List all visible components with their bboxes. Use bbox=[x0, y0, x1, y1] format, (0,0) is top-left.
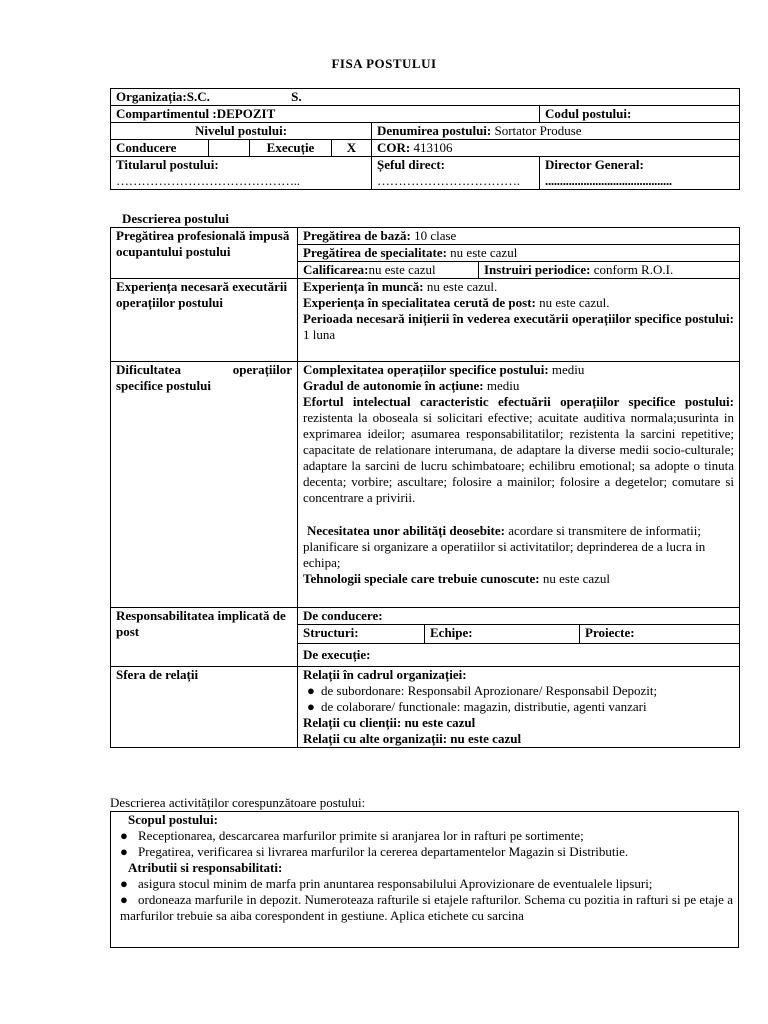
de-executie: De execuție: bbox=[298, 644, 740, 667]
relatii-cadru: Relații în cadrul organizației: bbox=[303, 667, 467, 682]
calificare-cell bbox=[298, 262, 479, 279]
post-code-cell: Codul postului: bbox=[540, 106, 740, 123]
complex-label: Complexitatea operațiilor specifice postului: bbox=[303, 362, 549, 377]
director-label: Director General: bbox=[545, 157, 644, 172]
post-name-label: Denumirea postului: bbox=[377, 123, 492, 138]
perioada-value: 1 luna bbox=[303, 327, 336, 342]
executie-mark: X bbox=[332, 140, 372, 157]
echipe: Echipe: bbox=[425, 625, 580, 644]
experienta-label: Experiența necesară executării operațiilor postului bbox=[111, 279, 298, 362]
autonomie-label: Gradul de autonomie în acțiune: bbox=[303, 378, 484, 393]
titular-cell bbox=[111, 157, 372, 190]
autonomie-value: mediu bbox=[486, 378, 520, 393]
calif-label: Calificarea: bbox=[303, 262, 369, 277]
atrib-item-2: ● ordoneaza marfurile in depozit. Numeroteaza rafturile si etajele rafturilor. Schema cu pozitia in rafturi si pe etaje a marfurilor trebuie sa aiba corespondent in gestiune. Aplica etichete cu sarcina bbox=[120, 892, 733, 923]
org-label: Organizația: bbox=[116, 89, 187, 104]
efort-value: rezistenta la oboseala si solicitari efective; acuitate auditiva normala;usurinta in exprimarea ideilor; asumarea responsabilitatilor; rezistenta la sarcini repetitive; capacitate de relationare interumana, de adaptare la diverse medii socio-culturale; adaptare la sarcini de lucru schimbatoare; echilibru emotional; sa adopte o tinuta decenta; vorbire; ascultare; folosire a mainilor; folosire a degetelor; comutare si concentrare a privirii. bbox=[303, 410, 734, 505]
titular-label: Titularul postului: bbox=[116, 157, 219, 172]
dificultate-label: Dificultatea operațiilor specifice postului bbox=[111, 362, 298, 608]
org-value: S.C. bbox=[186, 89, 210, 104]
director-cell bbox=[540, 157, 740, 190]
baza-label: Pregătirea de bază: bbox=[303, 228, 411, 243]
proiecte: Proiecte: bbox=[580, 625, 740, 644]
de-conducere: De conducere: bbox=[298, 608, 740, 625]
post-name-value: Sortator Produse bbox=[494, 123, 582, 138]
director-dots: ........................................... bbox=[545, 173, 672, 188]
cor-label: COR: bbox=[377, 140, 411, 155]
org-s: S. bbox=[291, 89, 302, 104]
cor-value: 413106 bbox=[413, 140, 453, 155]
post-name-cell bbox=[372, 123, 740, 140]
baza-value: 10 clase bbox=[414, 228, 457, 243]
atrib-label: Atributii si responsabilitati: bbox=[128, 860, 283, 875]
complex-value: mediu bbox=[551, 362, 585, 377]
activities-cell bbox=[111, 812, 739, 948]
structuri: Structuri: bbox=[298, 625, 425, 644]
efort-label: Efortul intelectual caracteristic efectuării operațiilor specifice postului: bbox=[303, 394, 734, 409]
perioada-label: Perioada necesară inițierii în vederea executării operațiilor specifice postului: bbox=[303, 311, 734, 326]
titular-dots: …………………………………….. bbox=[116, 173, 300, 188]
experienta-cell bbox=[298, 279, 740, 362]
scop-label: Scopul postului: bbox=[128, 812, 218, 827]
tehno-value: nu este cazul bbox=[542, 571, 611, 586]
relatii-cell bbox=[298, 667, 740, 748]
exp-spec-value: nu este cazul. bbox=[539, 295, 610, 310]
executie-label: Execuție bbox=[250, 140, 332, 157]
dificultate-cell bbox=[298, 362, 740, 608]
relatii-bullet-2: ● de colaborare/ functionale: magazin, distributie, agenti vanzari bbox=[307, 699, 647, 714]
organization-row bbox=[111, 89, 740, 106]
header-table bbox=[110, 88, 740, 190]
dept-label: Compartimentul : bbox=[116, 106, 217, 121]
sef-label: Șeful direct: bbox=[377, 157, 445, 172]
conducere-box bbox=[209, 140, 250, 157]
scop-item-2: ● Pregatirea, verificarea si livrarea marfurilor la cererea departamentelor Magazin si Distributie. bbox=[120, 844, 629, 859]
cor-cell bbox=[372, 140, 740, 157]
activities-table bbox=[110, 811, 739, 948]
exp-spec-label: Experiența în specialitatea cerută de post: bbox=[303, 295, 536, 310]
sef-dots: ……………………………. bbox=[377, 173, 520, 188]
relatii-clienti: Relații cu clienții: nu este cazul bbox=[303, 715, 476, 730]
instr-label: Instruiri periodice: bbox=[484, 262, 591, 277]
calif-value: nu este cazul bbox=[368, 262, 436, 277]
scop-item-1: ● Receptionarea, descarcarea marfurilor primite si aranjarea lor in rafturi pe sortimente; bbox=[120, 828, 584, 843]
descriere-caption: Descrierea postului bbox=[122, 211, 229, 226]
necesitate-value: acordare si transmitere de informatii; planificare si organizare a operatiilor si activitatilor; deprinderea de a lucra in echipa; bbox=[303, 523, 706, 570]
instruiri-cell bbox=[479, 262, 740, 279]
munca-label: Experiența în muncă: bbox=[303, 279, 424, 294]
activitati-caption: Descrierea activităților corespunzătoare postului: bbox=[110, 795, 366, 810]
atrib-item-1: ● asigura stocul minim de marfa prin anuntarea responsabilului Aprovizionare de eventualele lipsuri; bbox=[120, 876, 653, 891]
instr-value: conform R.O.I. bbox=[593, 262, 674, 277]
relatii-bullet-1: ● de subordonare: Responsabil Aprozionare/ Responsabil Depozit; bbox=[307, 683, 658, 698]
pregatire-spec bbox=[298, 245, 740, 262]
necesitate-label: Necesitatea unor abilități deosebite: bbox=[307, 523, 505, 538]
pregatire-baza bbox=[298, 228, 740, 245]
description-table bbox=[110, 227, 740, 748]
dept-value: DEPOZIT bbox=[216, 106, 276, 121]
department-cell bbox=[111, 106, 540, 123]
tehno-label: Tehnologii speciale care trebuie cunoscute: bbox=[303, 571, 540, 586]
sef-cell bbox=[372, 157, 540, 190]
responsabilitate-label: Responsabilitatea implicată de post bbox=[111, 608, 298, 667]
document-title: FISA POSTULUI bbox=[331, 56, 437, 71]
spec-label: Pregătirea de specialitate: bbox=[303, 245, 447, 260]
relatii-alte: Relații cu alte organizații: nu este cazul bbox=[303, 731, 522, 746]
conducere-label: Conducere bbox=[111, 140, 209, 157]
munca-value: nu este cazul. bbox=[426, 279, 498, 294]
relatii-label: Sfera de relații bbox=[111, 667, 298, 748]
pregatire-label: Pregătirea profesională impusă ocupantului postului bbox=[111, 228, 298, 279]
level-label: Nivelul postului: bbox=[111, 123, 372, 140]
spec-value: nu este cazul bbox=[450, 245, 518, 260]
